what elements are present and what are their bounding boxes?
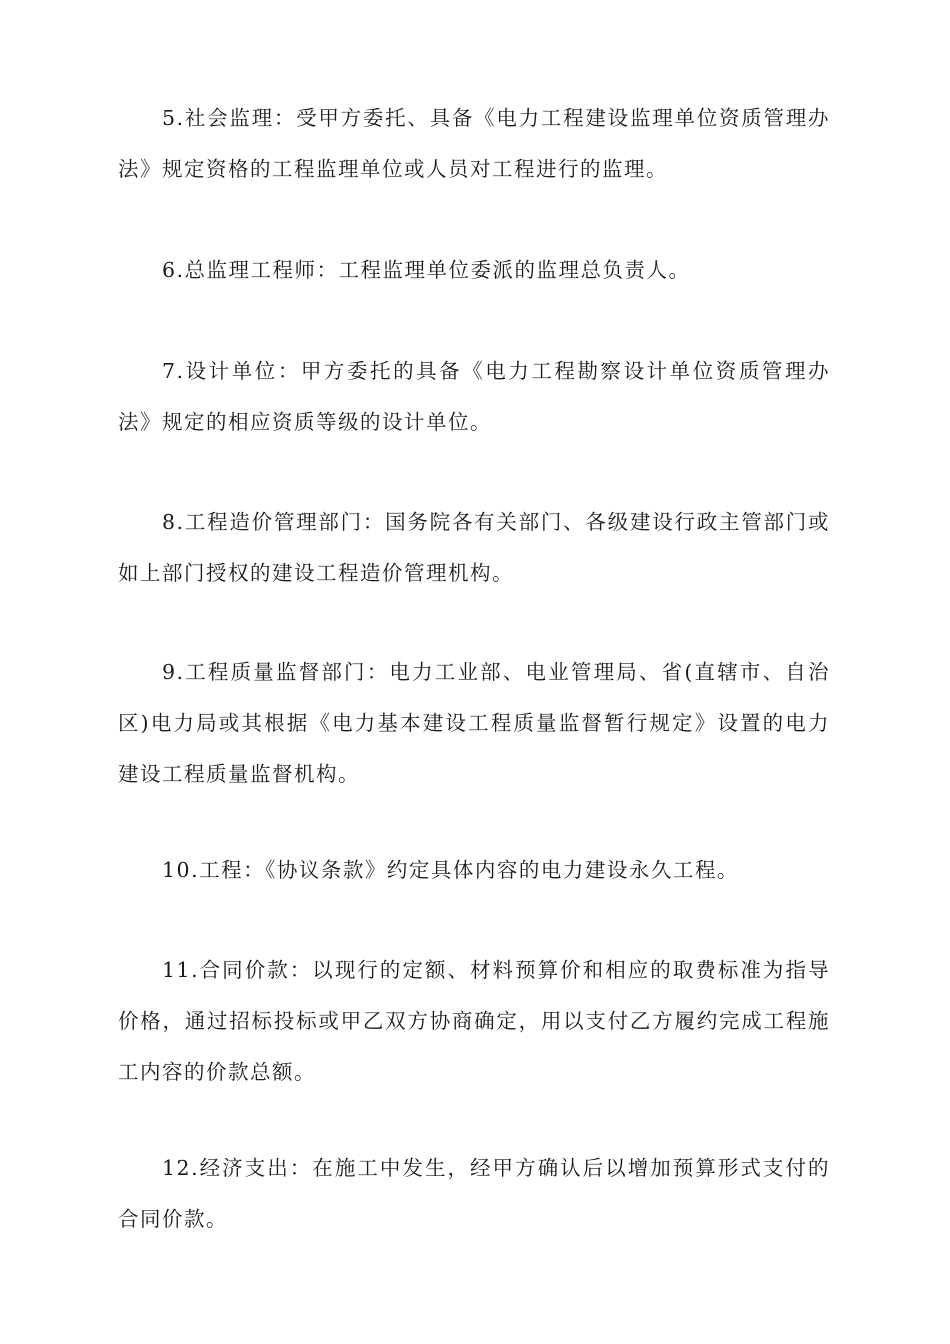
paragraph-social-supervision: 5.社会监理：受甲方委托、具备《电力工程建设监理单位资质管理办法》规定资格的工程监理单位或人员对工程进行的监理。: [118, 106, 830, 181]
paragraph-economic-expenditure: 12.经济支出：在施工中发生，经甲方确认后以增加预算形式支付的合同价款。: [118, 1156, 830, 1231]
paragraph-design-unit: 7.设计单位：甲方委托的具备《电力工程勘察设计单位资质管理办法》规定的相应资质等级的设计单位。: [118, 359, 830, 434]
paragraph-cost-management-dept: 8.工程造价管理部门：国务院各有关部门、各级建设行政主管部门或如上部门授权的建设工程造价管理机构。: [118, 510, 830, 585]
paragraph-contract-price: 11.合同价款：以现行的定额、材料预算价和相应的取费标准为指导价格，通过招标投标或甲乙双方协商确定，用以支付乙方履约完成工程施工内容的价款总额。: [118, 958, 830, 1084]
paragraph-quality-supervision-dept: 9.工程质量监督部门：电力工业部、电业管理局、省(直辖市、自治区)电力局或其根据《电力基本建设工程质量监督暂行规定》设置的电力建设工程质量监督机构。: [118, 660, 830, 786]
paragraph-project: 10.工程：《协议条款》约定具体内容的电力建设永久工程。: [162, 858, 739, 882]
paragraph-chief-supervising-engineer: 6.总监理工程师：工程监理单位委派的监理总负责人。: [162, 258, 691, 282]
